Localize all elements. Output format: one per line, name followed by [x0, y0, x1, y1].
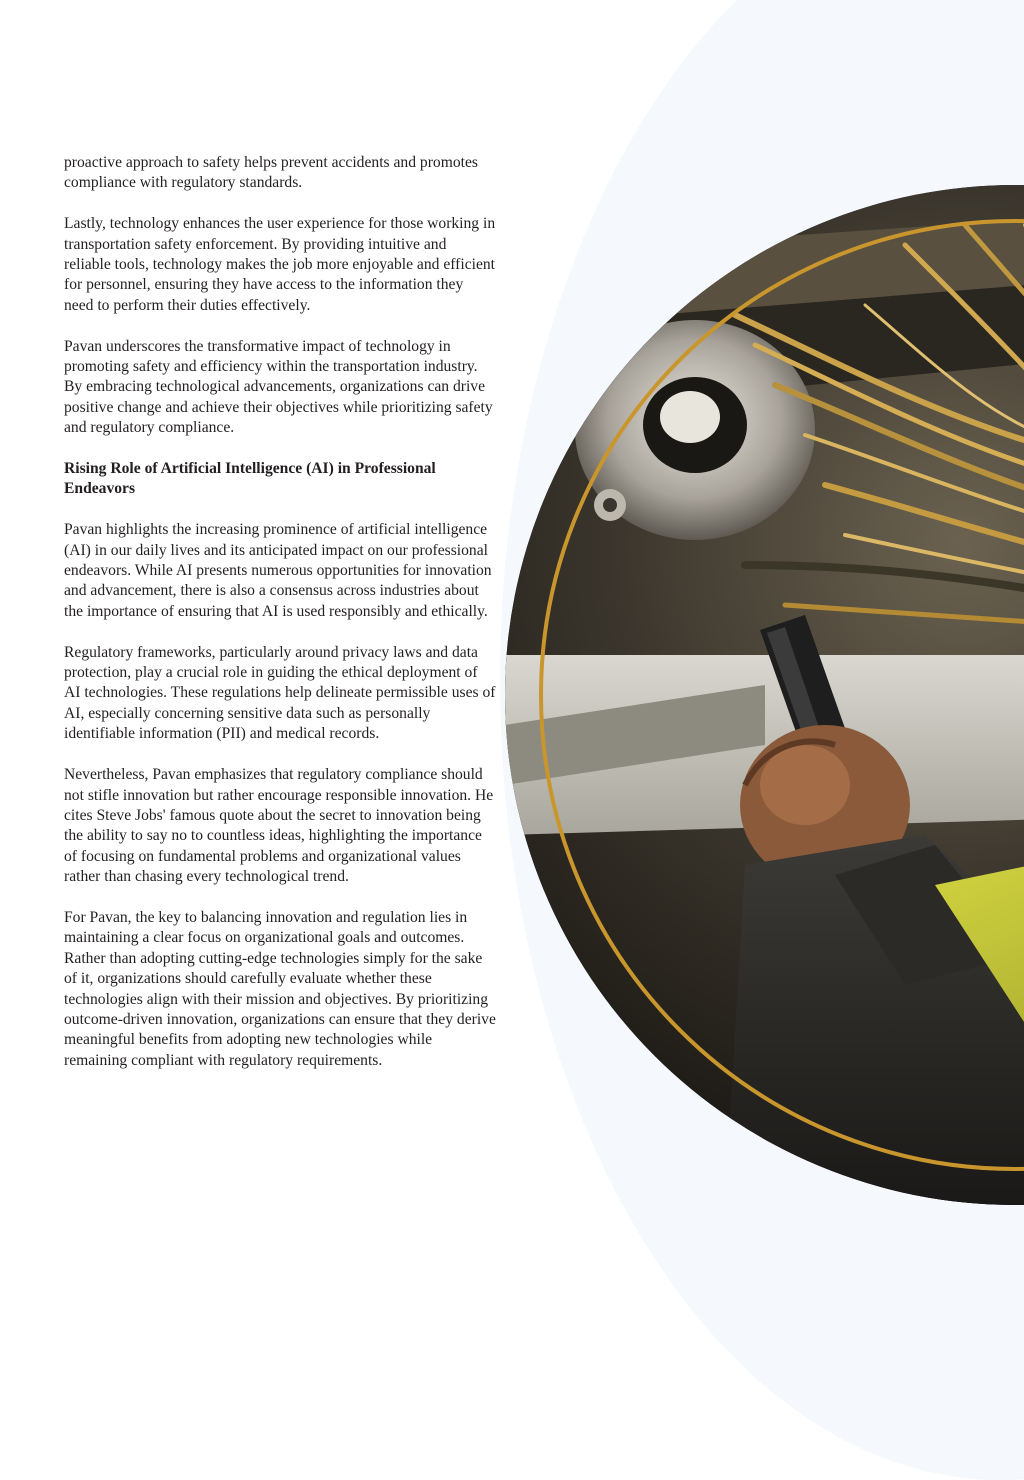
paragraph-ai-prominence: Pavan highlights the increasing prominence of artificial intelligence (AI) in our daily lives and its anticipated impact on our professional endeavors. While AI presents numerous opportunities for innovation and advancement, there is also a consensus across industries about the importance of ensuring that AI is used responsibly and ethically. [64, 521, 492, 620]
article-body [64, 153, 496, 1092]
paragraph-regulatory-frameworks: Regulatory frameworks, particularly around privacy laws and data protection, play a crucial role in guiding the ethical deployment of AI technologies. These regulations help delineate permissible uses of AI, especially concerning sensitive data such as personally identifiable information (PII) and medical records. [64, 643, 496, 743]
paragraph-user-experience: Lastly, technology enhances the user experience for those working in transportation safety enforcement. By providing intuitive and reliable tools, technology makes the job more enjoyable and efficient for personnel, ensuring they have access to the information they need to perform their duties effectively. [64, 215, 496, 314]
paragraph-safety-continuation: proactive approach to safety helps prevent accidents and promotes compliance with regulatory standards. [64, 154, 478, 192]
paragraph-responsible-innovation: Nevertheless, Pavan emphasizes that regulatory compliance should not stifle innovation but rather encourage responsible innovation. He cites Steve Jobs' famous quote about the secret to innovation being the ability to say no to countless ideas, highlighting the importance of focusing on fundamental problems and organizational values rather than chasing every technological trend. [64, 766, 494, 886]
paragraph-balancing-innovation: For Pavan, the key to balancing innovation and regulation lies in maintaining a clear focus on organizational goals and outcomes. Rather than adopting cutting-edge technologies simply for the sake of it, organizations should carefully evaluate whether these technologies align with their mission and objectives. By prioritizing outcome-driven innovation, organizations can ensure that they derive meaningful benefits from adopting new technologies while remaining compliant with regulatory requirements. [64, 908, 496, 1069]
paragraph-transformative-impact: Pavan underscores the transformative impact of technology in promoting safety and efficiency within the transportation industry. By embracing technological advancements, organizations can drive positive change and achieve their objectives while prioritizing safety and regulatory compliance. [64, 337, 493, 437]
section-heading-ai: Rising Role of Artificial Intelligence (AI) in Professional Endeavors [64, 460, 436, 498]
